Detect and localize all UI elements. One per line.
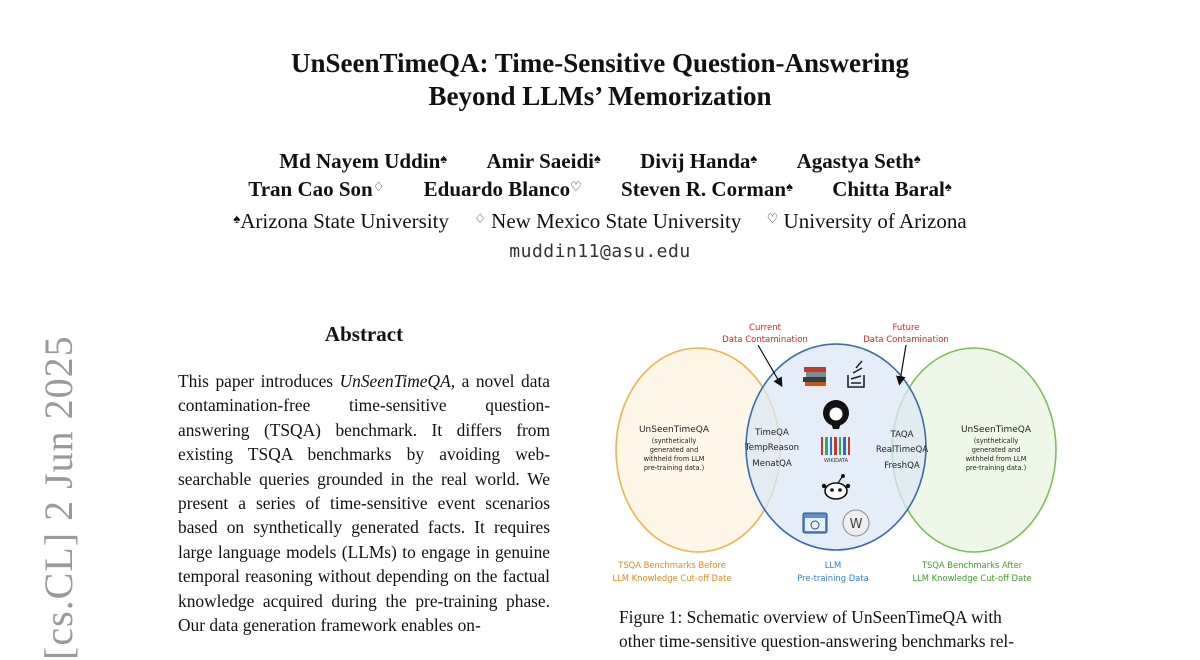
right-circle-title: UnSeenTimeQA	[960, 425, 1032, 435]
left-circle-note: pre-training data.)	[643, 464, 705, 472]
title-line-1: UnSeenTimeQA: Time-Sensitive Question-Answering	[290, 48, 910, 78]
current-contamination-label-2: Data Contamination	[722, 335, 808, 345]
abstract-heading: Abstract	[324, 322, 404, 346]
author: Amir Saeidi♠	[486, 149, 601, 173]
left-circle-note: generated and	[649, 446, 699, 454]
affiliation: ♠Arizona State University	[233, 209, 450, 233]
affiliation: ♡ University of Arizona	[766, 209, 967, 233]
right-circle-note: withheld from LLM	[965, 455, 1027, 463]
future-contamination-label-1: Future	[892, 323, 920, 333]
bottom-right-label: LLM Knowledge Cut-off Date	[912, 573, 1032, 583]
future-contamination-arrow	[900, 345, 906, 381]
author: Chitta Baral♠	[832, 177, 952, 201]
current-contamination-label-1: Current	[749, 323, 781, 333]
caption-line-2: other time-sensitive question-answering benchmarks rel-	[619, 631, 1015, 651]
bottom-right-label: TSQA Benchmarks After	[921, 560, 1023, 570]
benchmark-name: UnSeenTimeQA	[339, 371, 451, 391]
figure-1	[612, 315, 1068, 595]
wikipedia-icon	[843, 510, 869, 536]
bottom-center-label: Pre-training Data	[797, 573, 869, 583]
bottom-center-label: LLM	[824, 560, 842, 570]
left-overlap-item: TempReason	[744, 443, 800, 453]
right-circle-note: generated and	[971, 446, 1021, 454]
title-line-2: Beyond LLMs’ Memorization	[428, 81, 772, 111]
affiliations	[0, 206, 1200, 234]
author-email[interactable]: muddin11@asu.edu	[509, 241, 691, 262]
left-overlap-item: MenatQA	[752, 459, 792, 469]
bottom-left-label: LLM Knowledge Cut-off Date	[612, 573, 732, 583]
left-circle-note: (synthetically	[651, 437, 697, 445]
wikidata-icon	[821, 437, 850, 464]
caption-line-1: Figure 1: Schematic overview of UnSeenTimeQA with	[619, 607, 1002, 627]
authors-row-2	[0, 174, 1200, 202]
affiliation: ♢ New Mexico State University	[474, 209, 742, 233]
author: Tran Cao Son♢	[248, 177, 385, 201]
bottom-left-label: TSQA Benchmarks Before	[618, 560, 726, 570]
author: Steven R. Corman♠	[621, 177, 793, 201]
future-contamination-label-2: Data Contamination	[863, 335, 949, 345]
left-circle-title: UnSeenTimeQA	[638, 425, 710, 435]
author: Eduardo Blanco♡	[423, 177, 582, 201]
books-icon	[803, 367, 826, 386]
author: Md Nayem Uddin♠	[279, 149, 448, 173]
right-overlap-item: FreshQA	[884, 461, 920, 471]
author: Agastya Seth♠	[796, 149, 921, 173]
figure-caption	[619, 605, 1069, 653]
wikidata-label: WIKIDATA	[823, 458, 849, 464]
author: Divij Handa♠	[640, 149, 758, 173]
abstract-body: This paper introduces UnSeenTimeQA, a novel data contamination-free time-sensitive question-answering (TSQA) benchmark. It differs from existing TSQA benchmarks by avoiding web-searchable queries grounded in the real world. We present a series of time-sensitive event scenarios based on synthetically generated facts. It requires large language models (LLMs) to engage in genuine temporal reasoning without depending on the factual knowledge acquired during the pre-training phase. Our data generation framework enables on-	[178, 371, 550, 636]
web-browser-icon	[803, 513, 827, 533]
right-overlap-item: TAQA	[890, 430, 914, 440]
right-overlap-item: RealTimeQA	[875, 445, 929, 455]
left-circle-note: withheld from LLM	[643, 455, 705, 463]
paper-title	[0, 47, 1200, 113]
venn-diagram	[612, 315, 1068, 595]
svg-text:W: W	[849, 517, 863, 532]
arxiv-stamp: [cs.CL] 2 Jun 2025	[36, 335, 81, 660]
right-circle-note: (synthetically	[973, 437, 1019, 445]
right-circle-note: pre-training data.)	[965, 464, 1027, 472]
authors-row-1	[0, 146, 1200, 174]
left-overlap-item: TimeQA	[755, 428, 789, 438]
